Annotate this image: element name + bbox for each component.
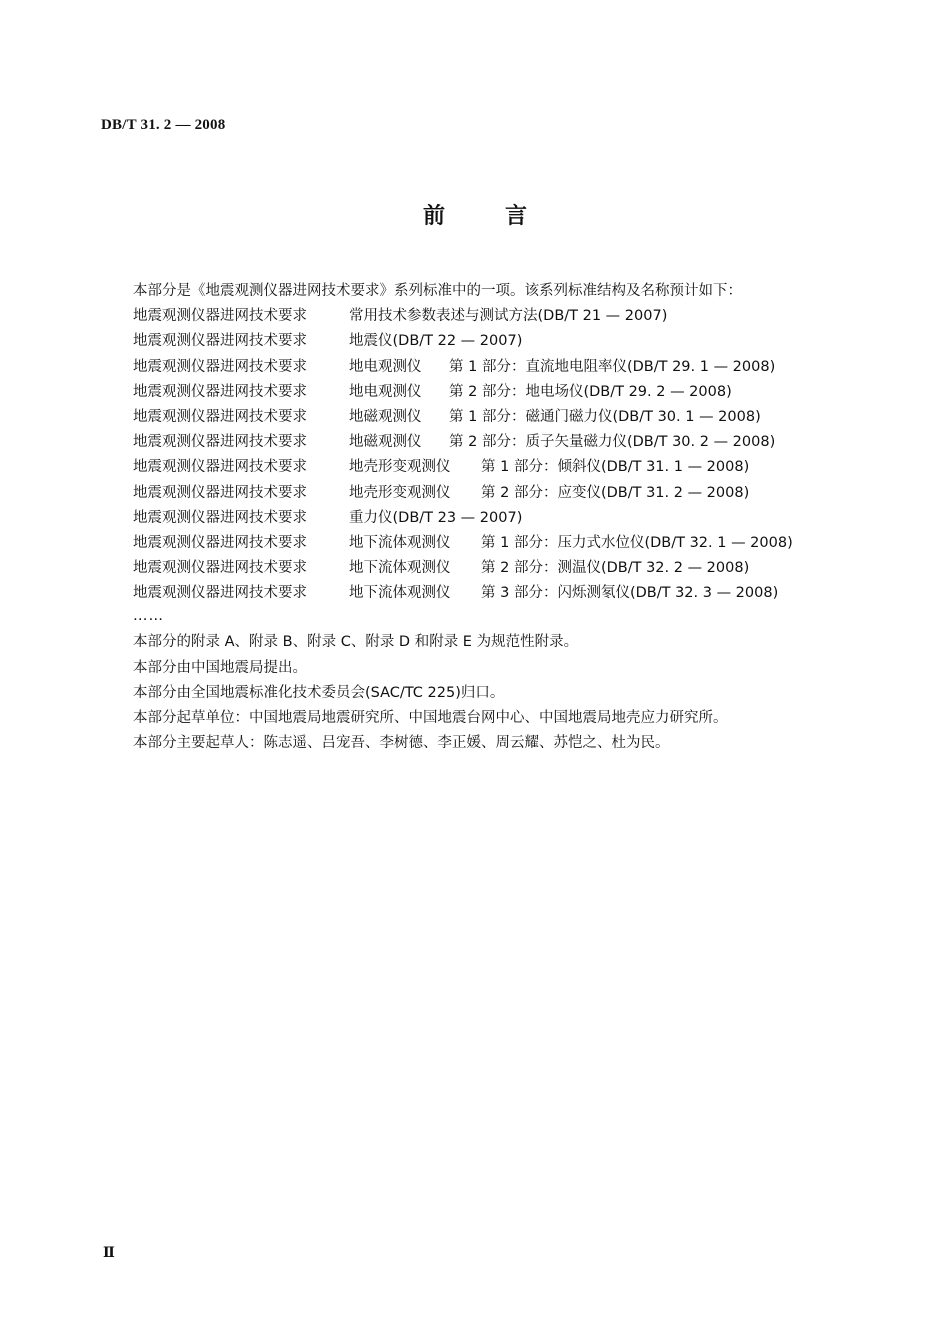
standard-category: 地下流体观测仪 [349,585,451,602]
standard-series: 地震观测仪器进网技术要求 [133,434,307,451]
standard-part: 第 2 部分：地电场仪(DB/T 29. 2 — 2008) [449,383,732,400]
standard-series: 地震观测仪器进网技术要求 [133,534,307,551]
appendix-note: 本部分的附录 A、附录 B、附录 C、附录 D 和附录 E 为规范性附录。 [133,634,579,651]
standard-part: 第 1 部分：压力式水位仪(DB/T 32. 1 — 2008) [481,534,793,551]
standard-category: 地下流体观测仪 [349,534,451,551]
standard-category: 重力仪(DB/T 23 — 2007) [349,509,523,526]
drafting-units-note: 本部分起草单位：中国地震局地震研究所、中国地震台网中心、中国地震局地壳应力研究所。 [133,710,728,726]
page-number: Ⅱ [103,1246,115,1261]
standard-category: 地磁观测仪 [349,434,422,451]
standard-item [133,581,853,606]
standard-series: 地震观测仪器进网技术要求 [133,308,307,325]
committee-note: 本部分由全国地震标准化技术委员会(SAC/TC 225)归口。 [133,684,505,701]
page-title: 前言 [422,204,587,229]
standard-item [133,329,853,354]
standard-category: 地震仪(DB/T 22 — 2007) [349,333,523,350]
standard-item [133,531,853,556]
standard-series: 地震观测仪器进网技术要求 [133,408,307,425]
standard-category: 常用技术参数表述与测试方法(DB/T 21 — 2007) [349,308,668,325]
standard-part: 第 1 部分：倾斜仪(DB/T 31. 1 — 2008) [481,459,750,476]
standard-series: 地震观测仪器进网技术要求 [133,383,307,400]
standard-part: 第 1 部分：直流地电阻率仪(DB/T 29. 1 — 2008) [449,358,776,375]
standard-part: 第 1 部分：磁通门磁力仪(DB/T 30. 1 — 2008) [449,408,761,425]
standard-category: 地磁观测仪 [349,408,422,425]
standard-item [133,556,853,581]
standard-category: 地电观测仪 [349,383,422,400]
document-code: DB/T 31. 2 — 2008 [101,117,226,133]
standard-part: 第 3 部分：闪烁测氡仪(DB/T 32. 3 — 2008) [481,585,779,602]
standard-item [133,506,853,531]
standard-item [133,430,853,455]
drafters-note: 本部分主要起草人：陈志遥、吕宠吾、李树德、李正媛、周云耀、苏恺之、杜为民。 [133,735,670,752]
standard-item [133,304,853,329]
preface-body [133,279,853,756]
intro-paragraph: 本部分是《地震观测仪器进网技术要求》系列标准中的一项。该系列标准结构及名称预计如下： [133,283,742,299]
standard-series: 地震观测仪器进网技术要求 [133,585,307,602]
standard-item [133,355,853,380]
standard-item [133,380,853,405]
standard-series: 地震观测仪器进网技术要求 [133,484,307,501]
standard-category: 地壳形变观测仪 [349,484,451,501]
standard-item [133,481,853,506]
standard-series: 地震观测仪器进网技术要求 [133,358,307,375]
standard-part: 第 2 部分：应变仪(DB/T 31. 2 — 2008) [481,484,750,501]
standard-series: 地震观测仪器进网技术要求 [133,333,307,350]
standard-series: 地震观测仪器进网技术要求 [133,459,307,476]
standard-category: 地下流体观测仪 [349,560,451,577]
standard-item [133,405,853,430]
list-ellipsis: …… [133,608,164,625]
proposer-note: 本部分由中国地震局提出。 [133,659,307,676]
standard-part: 第 2 部分：测温仪(DB/T 32. 2 — 2008) [481,560,750,577]
standard-series: 地震观测仪器进网技术要求 [133,560,307,577]
standard-item [133,455,853,480]
standard-category: 地壳形变观测仪 [349,459,451,476]
standard-part: 第 2 部分：质子矢量磁力仪(DB/T 30. 2 — 2008) [449,434,776,451]
standard-series: 地震观测仪器进网技术要求 [133,509,307,526]
standards-list [133,304,853,606]
standard-category: 地电观测仪 [349,358,422,375]
